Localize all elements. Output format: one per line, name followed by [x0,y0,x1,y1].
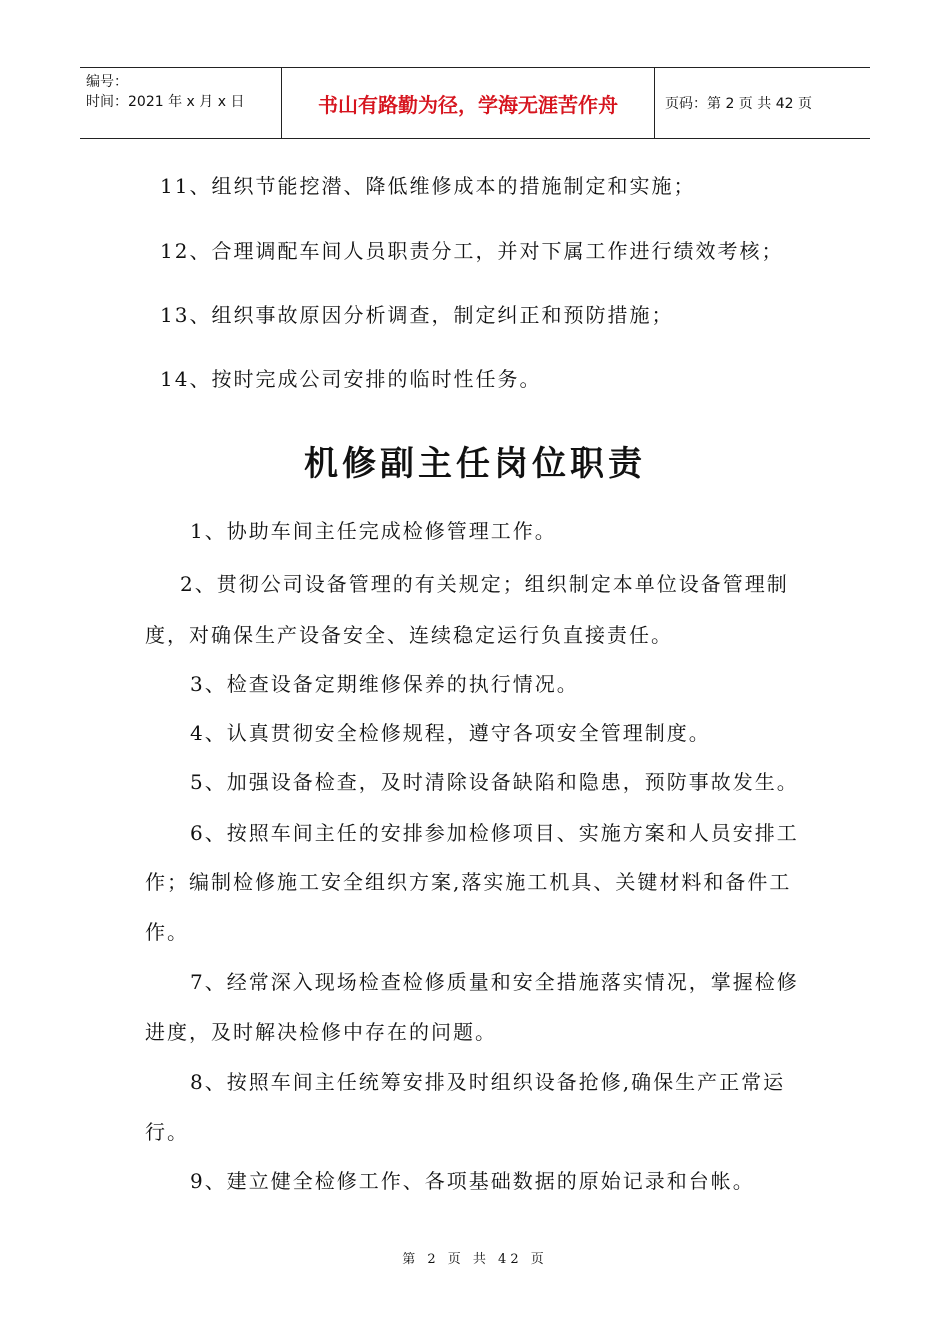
paragraph-line: 9、建立健全检修工作、各项基础数据的原始记录和台帐。 [190,1169,755,1193]
header-left-cell [80,68,282,138]
paragraph-line: 2、贯彻公司设备管理的有关规定；组织制定本单位设备管理制 [180,572,789,596]
page-footer: 第 2 页 共 42 页 [402,1252,548,1267]
paragraph-line: 作。 [145,920,189,944]
paragraph-line: 3、检查设备定期维修保养的执行情况。 [190,672,579,696]
list-item: 14、按时完成公司安排的临时性任务。 [160,367,542,391]
header-motto: 书山有路勤为径，学海无涯苦作舟 [282,68,655,138]
code-label: 编号： [86,74,128,90]
paragraph-line: 8、按照车间主任统筹安排及时组织设备抢修,确保生产正常运 [190,1070,786,1094]
paragraph-line: 1、协助车间主任完成检修管理工作。 [190,519,557,543]
document-header [80,67,870,139]
section-title: 机修副主任岗位职责 [304,444,646,484]
list-item: 12、合理调配车间人员职责分工，并对下属工作进行绩效考核； [160,239,784,263]
paragraph-line: 作；编制检修施工安全组织方案,落实施工机具、关键材料和备件工 [145,870,792,894]
paragraph-line: 4、认真贯彻安全检修规程，遵守各项安全管理制度。 [190,721,711,745]
time-label: 时间：2021 年 x 月 x 日 [86,94,245,110]
list-item: 11、组织节能挖潜、降低维修成本的措施制定和实施； [160,174,696,198]
paragraph-line: 7、经常深入现场检查检修质量和安全措施落实情况，掌握检修 [190,970,799,994]
header-page-info: 页码：第 2 页 共 42 页 [665,96,812,112]
paragraph-line: 进度，及时解决检修中存在的问题。 [145,1020,497,1044]
paragraph-line: 5、加强设备检查，及时清除设备缺陷和隐患，预防事故发生。 [190,770,799,794]
paragraph-line: 6、按照车间主任的安排参加检修项目、实施方案和人员安排工 [190,821,799,845]
list-item: 13、组织事故原因分析调查，制定纠正和预防措施； [160,303,674,327]
paragraph-line: 度，对确保生产设备安全、连续稳定运行负直接责任。 [145,623,673,647]
paragraph-line: 行。 [145,1120,189,1144]
